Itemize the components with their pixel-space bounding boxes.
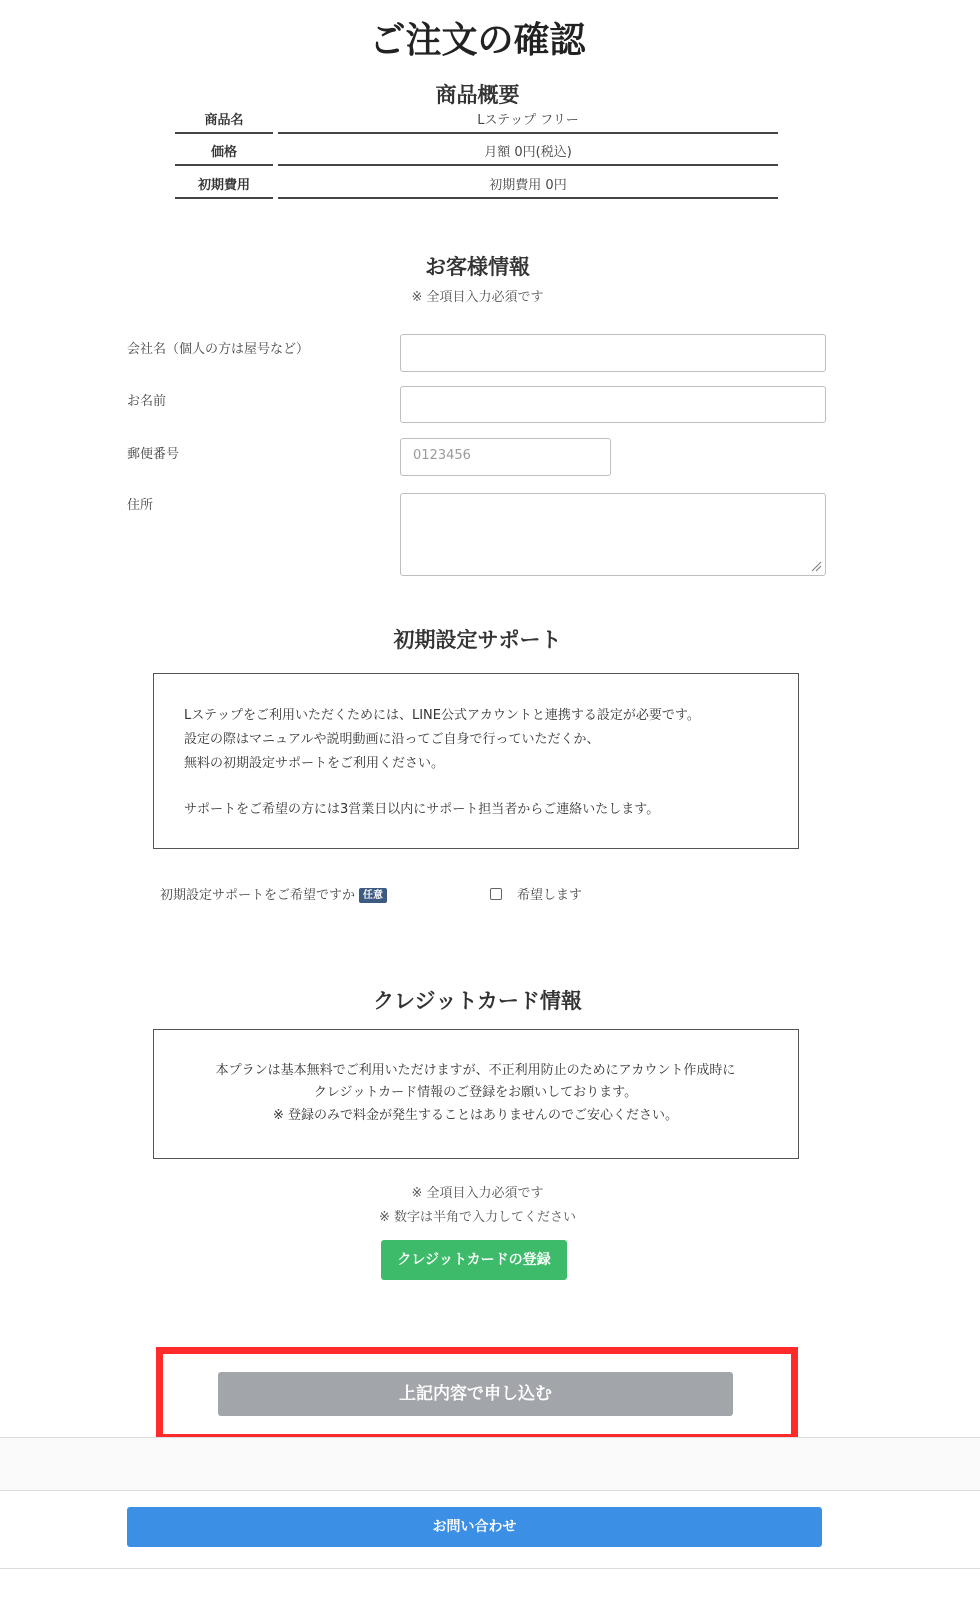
company-label: 会社名（個人の方は屋号など） <box>127 342 310 357</box>
support-title: 初期設定サポート <box>393 628 562 652</box>
name-label: お名前 <box>127 394 167 409</box>
postal-code-input[interactable] <box>400 438 611 476</box>
credit-line-2: クレジットカード情報のご登録をお願いしております。 <box>313 1085 638 1100</box>
summary-value-product: Lステップ フリー <box>278 110 778 134</box>
customer-title: お客様情報 <box>425 255 530 279</box>
support-line-3: 無料の初期設定サポートをご利用ください。 <box>184 756 445 771</box>
page-title: ご注文の確認 <box>369 20 586 61</box>
support-line-2: 設定の際はマニュアルや説明動画に沿ってご自身で行っていただくか、 <box>184 732 600 747</box>
support-line-4: サポートをご希望の方には3営業日以内にサポート担当者からご連絡いたします。 <box>184 802 660 817</box>
resize-handle-icon[interactable] <box>810 560 822 572</box>
address-textarea[interactable] <box>400 493 826 576</box>
summary-label-product: 商品名 <box>175 110 273 134</box>
customer-required-note: ※ 全項目入力必須です <box>411 290 544 305</box>
company-input[interactable] <box>400 334 826 372</box>
support-line-1: Lステップをご利用いただくためには、LINE公式アカウントと連携する設定が必要です。 <box>184 708 700 723</box>
summary-title: 商品概要 <box>435 83 520 107</box>
support-checkbox-label[interactable]: 希望します <box>517 888 583 903</box>
credit-digits-note: ※ 数字は半角で入力してください <box>378 1210 577 1225</box>
footer-divider <box>0 1568 980 1569</box>
postal-label: 郵便番号 <box>127 447 180 462</box>
support-question-label: 初期設定サポートをご希望ですか <box>160 888 356 903</box>
optional-badge: 任意 <box>359 888 387 903</box>
summary-value-price: 月額 0円(税込) <box>278 142 778 166</box>
register-credit-card-button[interactable]: クレジットカードの登録 <box>381 1240 567 1280</box>
credit-title: クレジットカード情報 <box>373 989 582 1013</box>
support-info-box <box>153 673 799 849</box>
summary-label-initial-fee: 初期費用 <box>175 175 273 199</box>
credit-line-1: 本プランは基本無料でご利用いただけますが、不正利用防止のためにアカウント作成時に <box>215 1063 736 1078</box>
support-checkbox[interactable] <box>490 888 502 900</box>
summary-value-initial-fee: 初期費用 0円 <box>278 175 778 199</box>
address-label: 住所 <box>127 498 154 513</box>
credit-required-note: ※ 全項目入力必須です <box>411 1186 544 1201</box>
credit-line-3: ※ 登録のみで料金が発生することはありませんのでご安心ください。 <box>272 1108 679 1123</box>
submit-application-button[interactable]: 上記内容で申し込む <box>218 1372 733 1416</box>
support-question <box>160 884 387 903</box>
name-input[interactable] <box>400 386 826 423</box>
contact-button[interactable]: お問い合わせ <box>127 1507 822 1547</box>
footer-band <box>0 1437 980 1491</box>
credit-info-box <box>153 1029 799 1159</box>
summary-label-price: 価格 <box>175 142 273 166</box>
postal-code-placeholder: 0123456 <box>413 448 471 463</box>
